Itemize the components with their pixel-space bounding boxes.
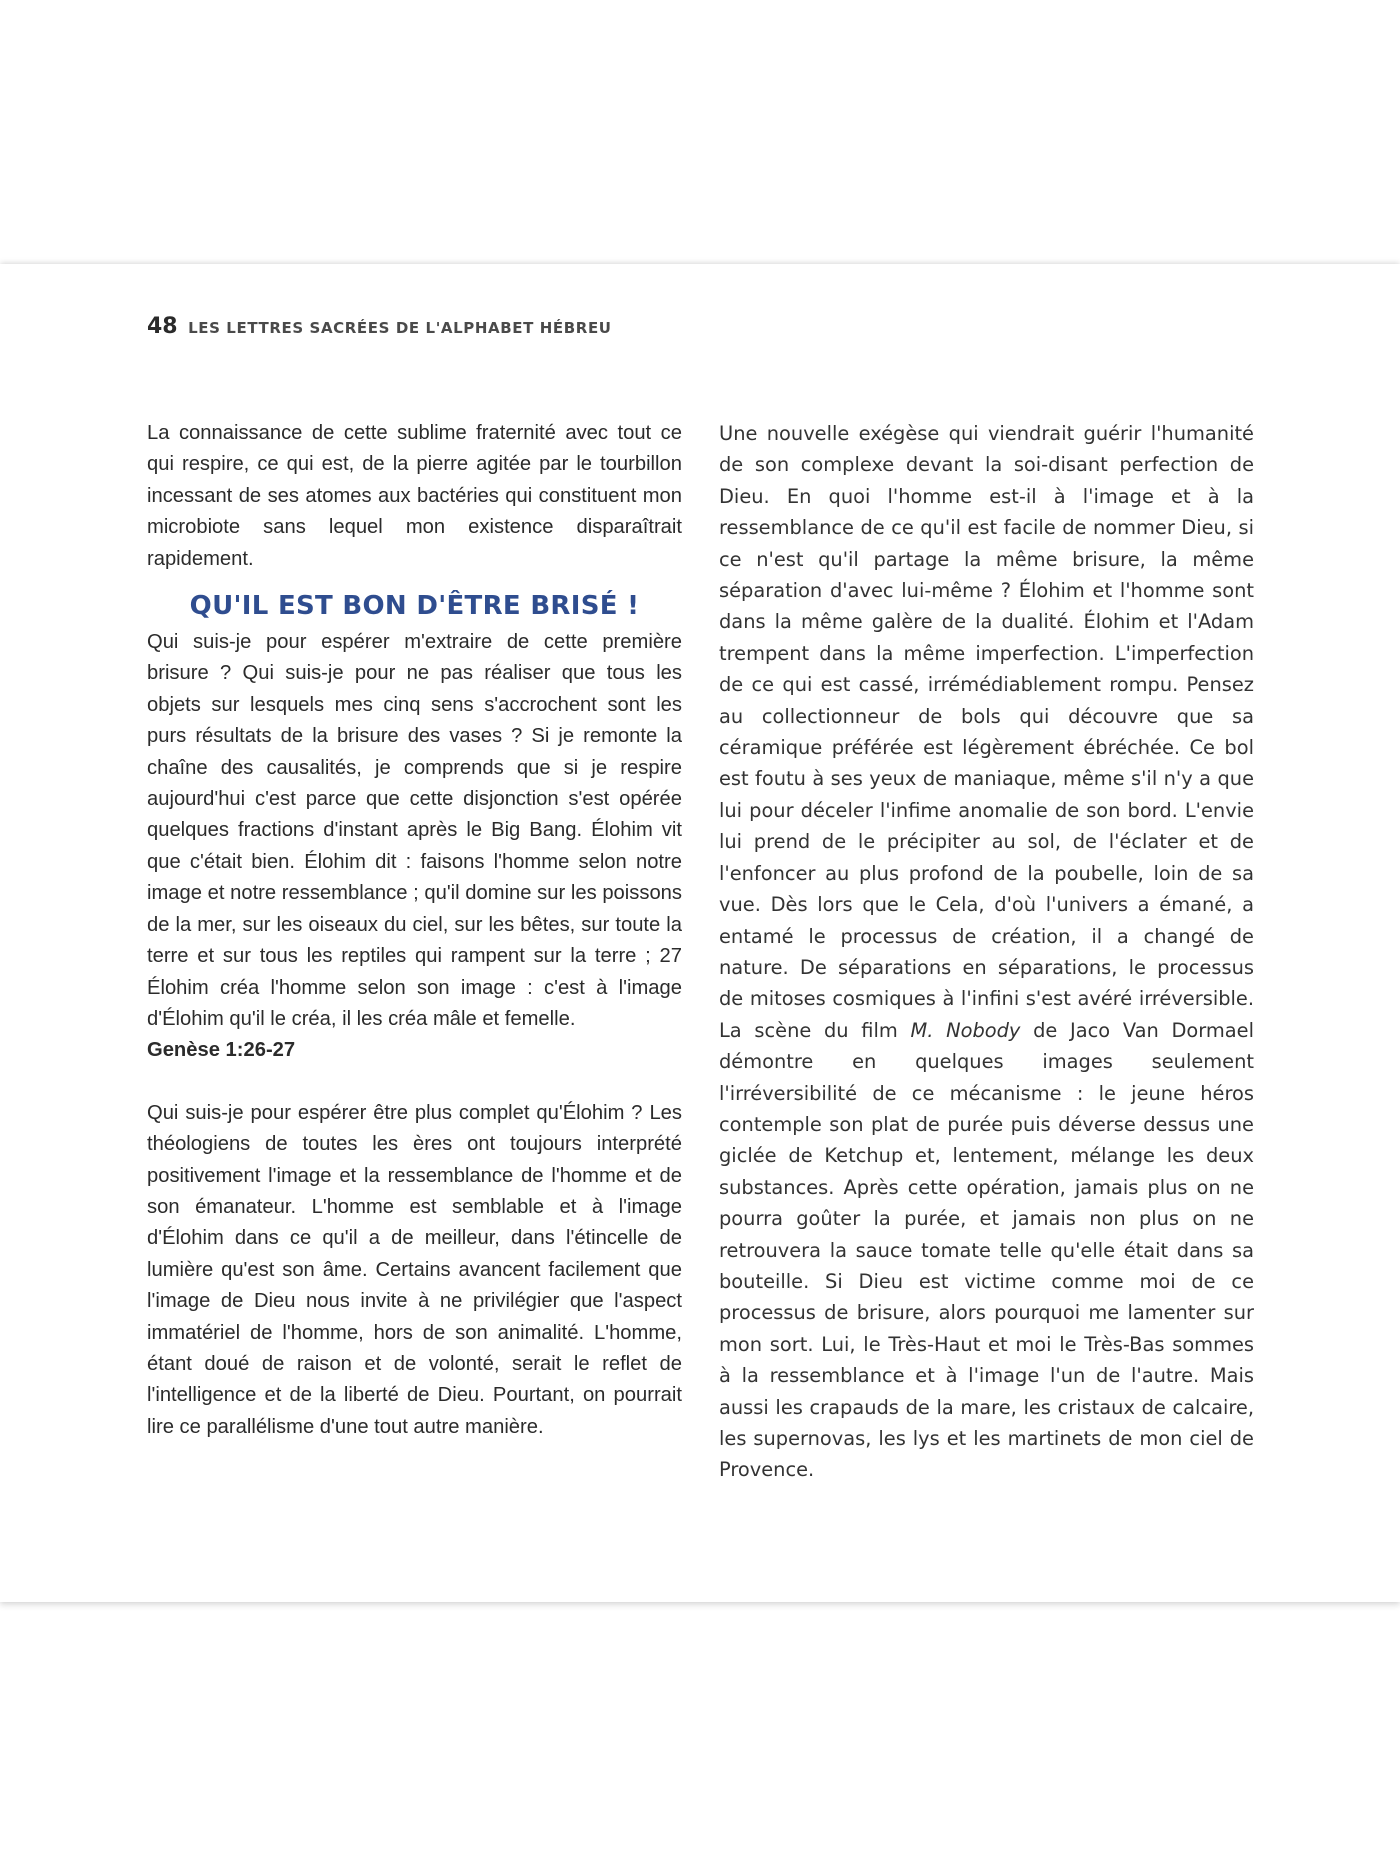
exegesis-paragraph	[719, 418, 1254, 1486]
running-head	[147, 314, 612, 339]
exegesis-text-start: Une nouvelle exégèse qui viendrait guérir l'humanité de son complexe devant la soi-disant perfection de Dieu. En quoi l'homme est-il à l'image et à la ressemblance de ce qu'il est facile de nommer Dieu, si ce n'est qu'il partage la même brisure, la même séparation d'avec lui-même ? Élohim et l'homme sont dans la même galère de la dualité. Élohim et l'Adam trempent dans la même imperfection. L'imperfection de ce qui est cassé, irrémédiablement rompu. Pensez au collectionneur de bols qui découvre que sa céramique préférée est légèrement ébréchée. Ce bol est foutu à ses yeux de maniaque, même s'il n'y a que lui pour déceler l'infime anomalie de son bord. L'envie lui prend de le précipiter au sol, de l'éclater et de l'enfoncer au plus profond de la poubelle, loin de sa vue. Dès lors que le Cela, d'où l'univers a émané, a entamé le processus de création, il a changé de nature. De séparations en séparations, le processus de mitoses cosmiques à l'infini s'est avéré irréversible. La scène du film	[719, 422, 1254, 1042]
paragraph-spacer	[147, 1067, 682, 1098]
right-column	[719, 418, 1254, 1486]
book-title: LES LETTRES SACRÉES DE L'ALPHABET HÉBREU	[188, 319, 612, 337]
scripture-citation: Genèse 1:26-27	[147, 1039, 296, 1062]
intro-paragraph: La connaissance de cette sublime fraternité avec tout ce qui respire, ce qui est, de la pierre agitée par le tourbillon incessant de ses atomes aux bactéries qui constituent mon microbiote sans lequel mon existence disparaîtrait rapidement.	[147, 422, 682, 570]
page-number: 48	[147, 314, 178, 339]
book-page	[0, 264, 1400, 1602]
film-title: M. Nobody	[910, 1018, 1021, 1042]
section-heading: QU'IL EST BON D'ÊTRE BRISÉ !	[189, 591, 640, 622]
left-column	[147, 418, 682, 1443]
theology-paragraph: Qui suis-je pour espérer être plus complet qu'Élohim ? Les théologiens de toutes les ères ont toujours interprété positivement l'image et la ressemblance de l'homme et de son émanateur. L'homme est semblable et à l'image d'Élohim dans ce qu'il a de meilleur, dans l'étincelle de lumière qu'est son âme. Certains avancent facilement que l'image de Dieu nous invite à ne privilégier que l'aspect immatériel de l'homme, hors de son animalité. L'homme, étant doué de raison et de volonté, serait le reflet de l'intelligence et de la liberté de Dieu. Pourtant, on pourrait lire ce parallélisme d'une tout autre manière.	[147, 1101, 682, 1438]
scripture-paragraph: Qui suis-je pour espérer m'extraire de cette première brisure ? Qui suis-je pour ne pas réaliser que tous les objets sur lesquels mes cinq sens s'accrochent sont les purs résultats de la brisure des vases ? Si je remonte la chaîne des causalités, je comprends que si je respire aujourd'hui c'est parce que cette disjonction s'est opérée quelques fractions d'instant après le Big Bang. Élohim vit que c'était bien. Élohim dit : faisons l'homme selon notre image et notre ressemblance ; qu'il domine sur les poissons de la mer, sur les oiseaux du ciel, sur les bêtes, sur toute la terre et sur tous les reptiles qui rampent sur la terre ; 27 Élohim créa l'homme selon son image : c'est à l'image d'Élohim qu'il le créa, il les créa mâle et femelle.	[147, 631, 682, 1030]
exegesis-text-end: de Jaco Van Dormael démontre en quelques images seulement l'irréversibilité de ce mécanisme : le jeune héros contemple son plat de purée puis déverse dessus une giclée de Ketchup et, lentement, mélange les deux substances. Après cette opération, jamais plus on ne pourra goûter la purée, et jamais non plus on ne retrouvera la sauce tomate telle qu'elle était dans sa bouteille. Si Dieu est victime comme moi de ce processus de brisure, alors pourquoi me lamenter sur mon sort. Lui, le Très-Haut et moi le Très-Bas sommes à la ressemblance et à l'image l'un de l'autre. Mais aussi les crapauds de la mare, les cristaux de calcaire, les supernovas, les lys et les martinets de mon ciel de Provence.	[719, 1018, 1255, 1482]
